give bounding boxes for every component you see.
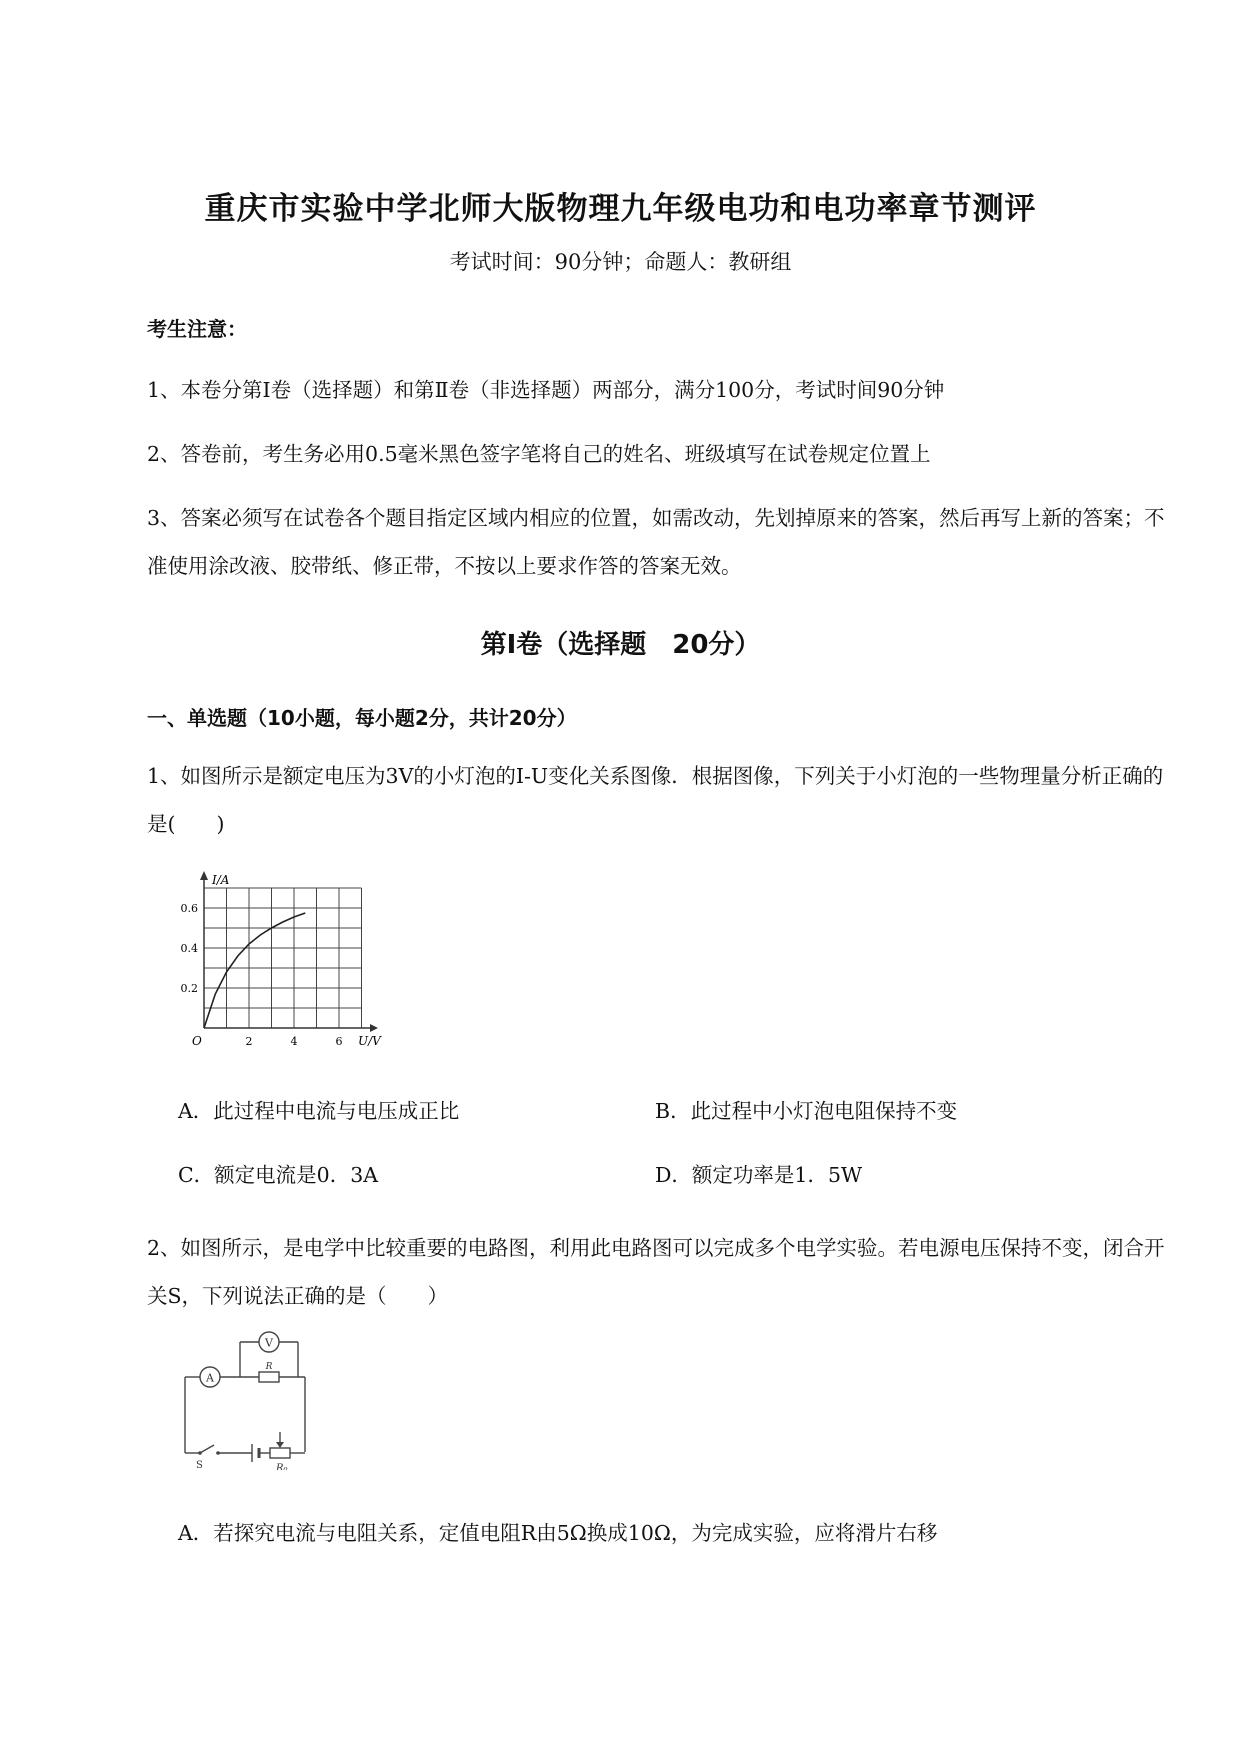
x-tick-label: 6 — [335, 1035, 343, 1048]
origin-label: O — [192, 1034, 202, 1048]
notice-item: 1、本卷分第I卷（选择题）和第Ⅱ卷（非选择题）两部分，满分100分，考试时间90分钟 — [147, 378, 945, 402]
question-2-stem: 2、如图所示，是电学中比较重要的电路图，利用此电路图可以完成多个电学实验。若电源电压保持不变，闭合开关S，下列说法正确的是（ ） — [147, 1236, 1165, 1308]
q2-option-a[interactable]: A．若探究电流与电阻关系，定值电阻R由5Ω换成10Ω，为完成实验，应将滑片右移 — [178, 1521, 938, 1545]
y-axis-label: I/A — [212, 873, 230, 887]
exam-info: 考试时间：90分钟；命题人：教研组 — [449, 250, 792, 274]
rheostat-icon — [270, 1448, 290, 1458]
x-axis-arrow — [370, 1024, 378, 1032]
q1-option-b[interactable]: B．此过程中小灯泡电阻保持不变 — [655, 1099, 958, 1123]
y-tick-label: 0.2 — [180, 982, 198, 995]
x-axis-label: U/V — [358, 1034, 381, 1048]
notice-item: 3、答案必须写在试卷各个题目指定区域内相应的位置，如需改动，先划掉原来的答案，然后再写上新的答案；不准使用涂改液、胶带纸、修正带，不按以上要求作答的答案无效。 — [147, 506, 1165, 578]
q1-option-c[interactable]: C．额定电流是0．3A — [178, 1163, 379, 1187]
question-1-stem: 1、如图所示是额定电压为3V的小灯泡的I-U变化关系图像．根据图像，下列关于小灯泡的一些物理量分析正确的是( ) — [147, 764, 1164, 836]
iu-chart — [170, 868, 400, 1048]
x-tick-label: 4 — [290, 1035, 298, 1048]
circuit-diagram — [180, 1320, 330, 1470]
section-title: 第I卷（选择题 20分） — [480, 630, 761, 660]
rheostat-label: R₀ — [276, 1463, 288, 1470]
q1-option-d[interactable]: D．额定功率是1．5W — [655, 1163, 863, 1187]
notice-item: 2、答卷前，考生务必用0.5毫米黑色签字笔将自己的姓名、班级填写在试卷规定位置上 — [147, 442, 931, 466]
x-tick-label: 2 — [245, 1035, 253, 1048]
svg-text:V: V — [265, 1336, 273, 1350]
page-title: 重庆市实验中学北师大版物理九年级电功和电功率章节测评 — [204, 191, 1037, 227]
chart-grid — [204, 888, 362, 1028]
switch-label: S — [196, 1460, 203, 1470]
svg-text:R: R — [265, 1362, 273, 1372]
q1-option-a[interactable]: A．此过程中电流与电压成正比 — [178, 1099, 460, 1123]
notice-heading: 考生注意： — [147, 317, 247, 341]
series-line — [204, 913, 305, 1028]
y-tick-label: 0.4 — [180, 942, 198, 955]
svg-text:A: A — [206, 1371, 214, 1385]
resistor-icon — [259, 1372, 279, 1382]
y-axis-arrow — [200, 871, 208, 880]
part-heading: 一、单选题（10小题，每小题2分，共计20分） — [147, 706, 577, 730]
y-tick-label: 0.6 — [180, 902, 198, 915]
